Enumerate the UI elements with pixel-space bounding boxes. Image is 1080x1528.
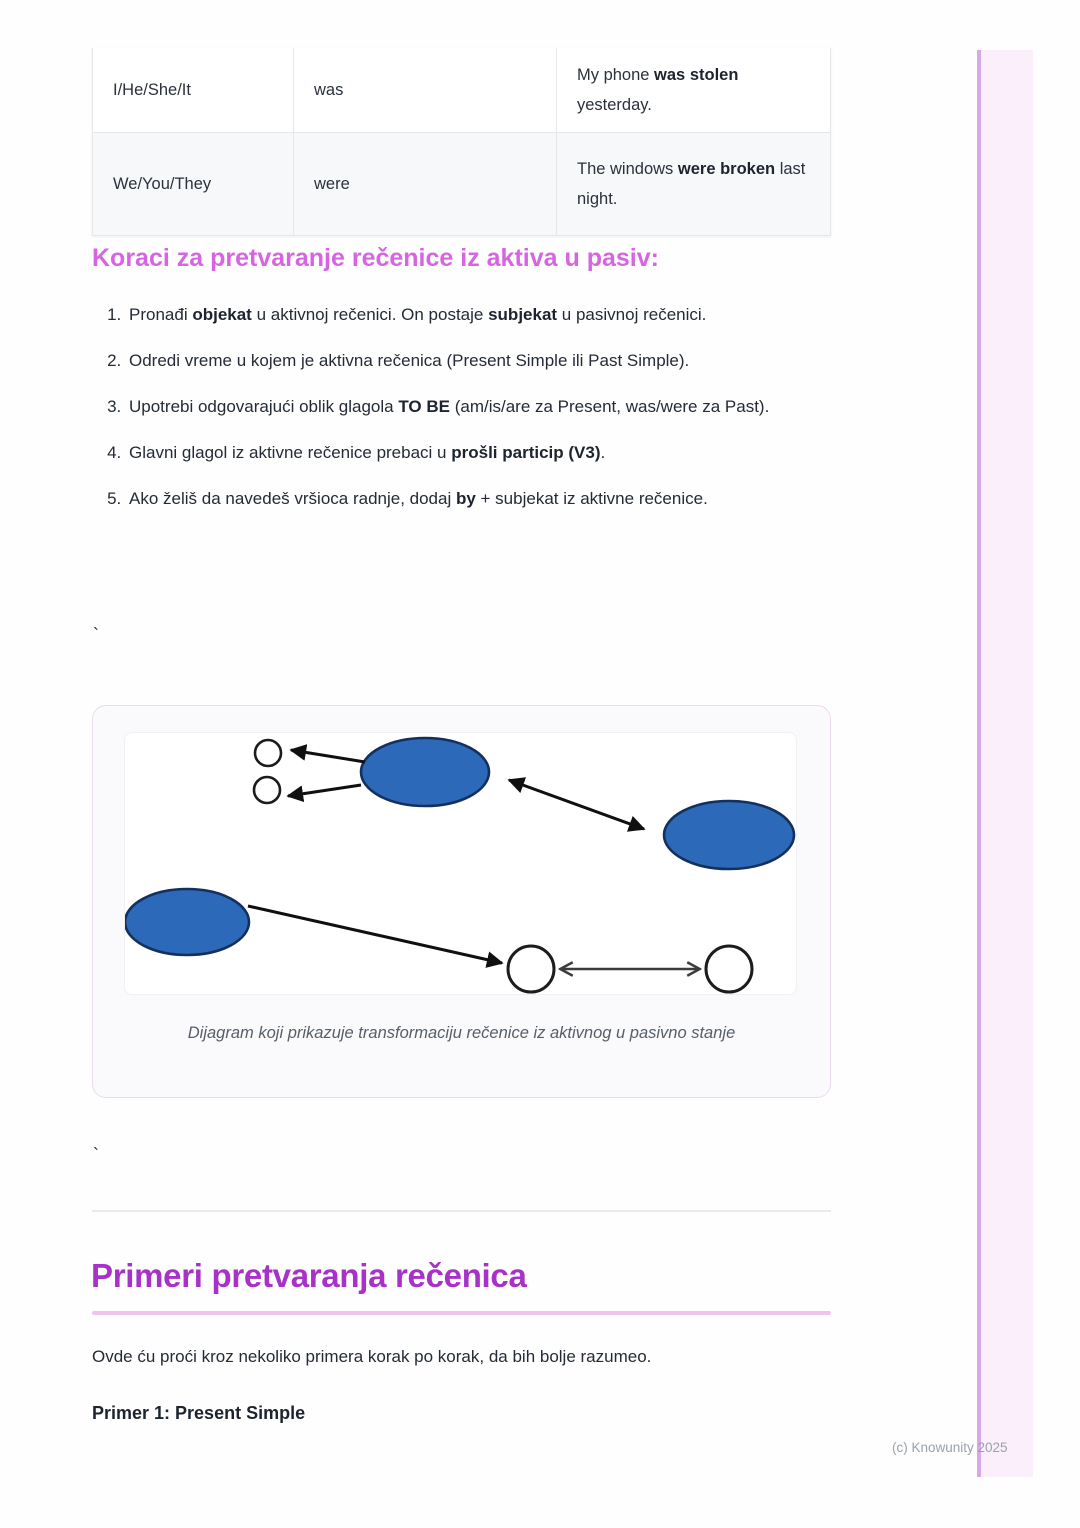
diagram-figure (92, 705, 831, 1098)
figure-caption: Dijagram koji prikazuje transformaciju rečenice iz aktivnog u pasivno stanje (187, 1024, 736, 1042)
double-arrow-ellipse1-ellipse2 (509, 780, 644, 829)
arrow-to-circle-2 (288, 785, 361, 796)
steps-list (96, 300, 774, 530)
list-item: 3. Upotrebi odgovarajući oblik glagola TO BE (am/is/are za Present, was/were za Past). (126, 392, 774, 421)
diagram-blue-ellipse-2 (664, 801, 794, 869)
example1-title: Primer 1: Present Simple (92, 1403, 306, 1423)
verb-table-wrap (92, 48, 831, 236)
steps-heading: Koraci za pretvaranje rečenice iz aktiva u pasiv: (92, 244, 659, 272)
active-passive-diagram (125, 733, 797, 995)
diagram-blue-ellipse-3 (125, 889, 249, 955)
passive-verb-table (92, 48, 831, 236)
diagram-small-circle-2 (254, 777, 280, 803)
table-cell-verb: were (294, 133, 557, 236)
diagram-small-circle-1 (255, 740, 281, 766)
list-item: 5. Ako želiš da navedeš vršioca radnje, dodaj by + subjekat iz aktivne rečenice. (126, 484, 774, 513)
examples-intro: Ovde ću proći kroz nekoliko primera korak po korak, da bih bolje razumeo. (92, 1347, 652, 1366)
table-cell-verb: was (294, 48, 557, 133)
table-row (93, 133, 831, 236)
list-item: 2. Odredi vreme u kojem je aktivna rečenica (Present Simple ili Past Simple). (126, 346, 774, 375)
diagram-blue-ellipse-1 (361, 738, 489, 806)
table-cell-pronouns: We/You/They (93, 133, 294, 236)
diagram-white-circle-2 (706, 946, 752, 992)
stray-backtick: ` (93, 1145, 99, 1165)
diagram-white-circle-1 (508, 946, 554, 992)
list-item: 4. Glavni glagol iz aktivne rečenice prebaci u prošli particip (V3). (126, 438, 774, 467)
arrow-ellipse3-to-white-circle (248, 906, 502, 963)
diagram-image (124, 732, 797, 995)
examples-heading-underline (92, 1311, 831, 1315)
examples-heading: Primeri pretvaranja rečenica (91, 1257, 527, 1294)
table-cell-example: My phone was stolen yesterday. (557, 48, 831, 133)
list-item: 1. Pronađi objekat u aktivnoj rečenici. On postaje subjekat u pasivnoj rečenici. (126, 300, 774, 329)
stray-backtick: ` (93, 625, 99, 645)
table-cell-example: The windows were broken last night. (557, 133, 831, 236)
table-cell-pronouns: I/He/She/It (93, 48, 294, 133)
copyright-text: (c) Knowunity 2025 (892, 1440, 1008, 1455)
decorative-side-bar (977, 50, 1033, 1477)
arrow-to-circle-1 (291, 750, 365, 762)
table-row (93, 48, 831, 133)
section-divider (92, 1210, 831, 1212)
